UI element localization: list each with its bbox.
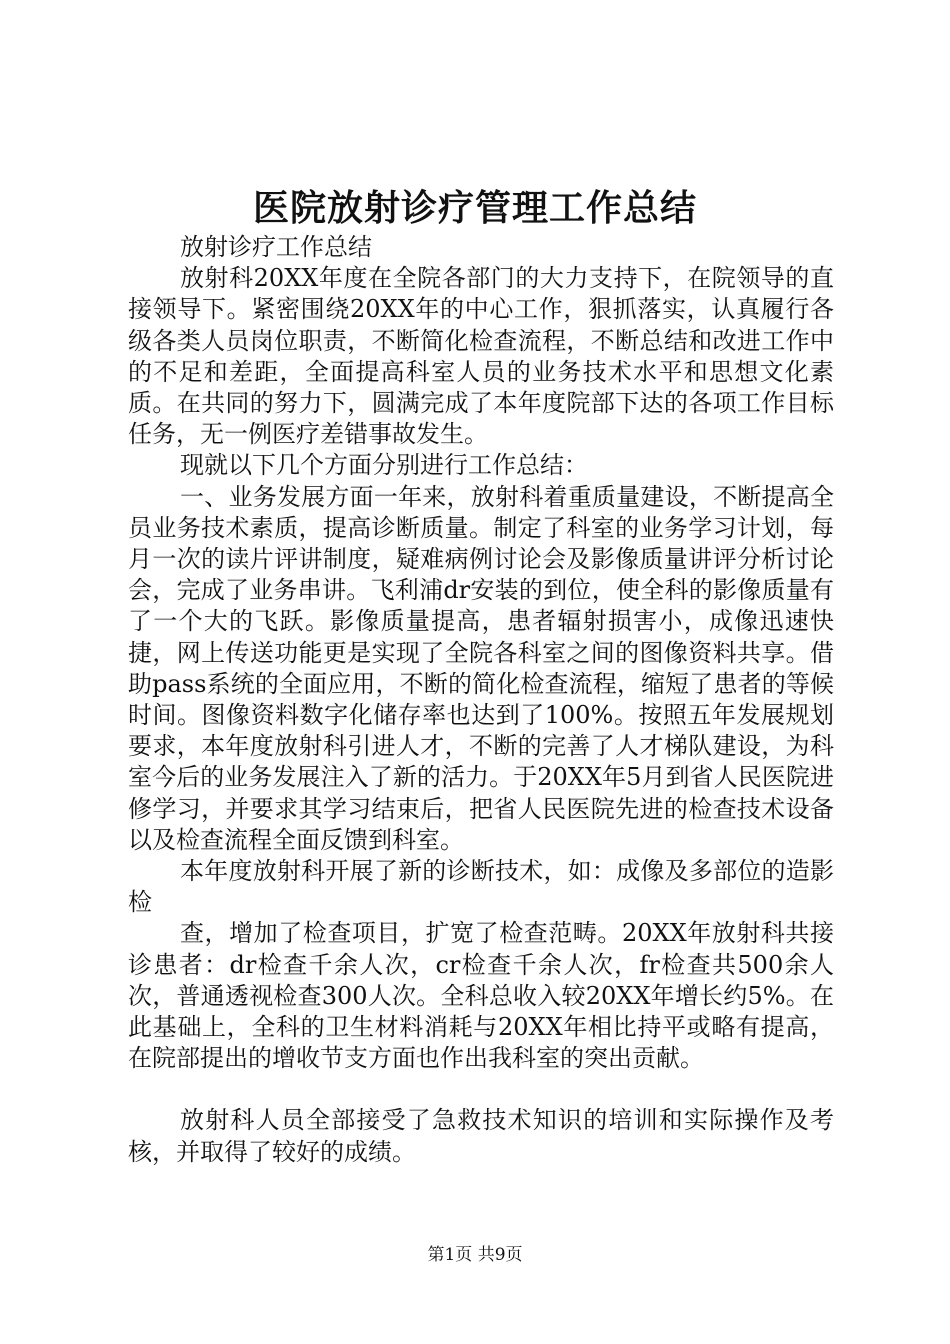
paragraph-new-techniques: 本年度放射科开展了新的诊断技术，如：成像及多部位的造影检	[128, 857, 834, 917]
paragraph-subtitle: 放射诊疗工作总结	[180, 233, 372, 261]
document-title: 医院放射诊疗管理工作总结	[252, 187, 697, 229]
page-footer: 第1页 共9页	[427, 1245, 523, 1265]
paragraph-business-development: 一、业务发展方面一年来，放射科着重质量建设，不断提高全员业务技术素质，提高诊断质量。制定了科室的业务学习计划，每月一次的读片评讲制度，疑难病例讨论会及影像质量讲评分析讨论会，完成了业务串讲。飞利浦dr安装的到位，使全科的影像质量有了一个大的飞跃。影像质量提高，患者辐射损害小，成像迅速快捷，网上传送功能更是实现了全院各科室之间的图像资料共享。借助pass系统的全面应用，不断的简化检查流程，缩短了患者的等候时间。图像资料数字化储存率也达到了100%。按照五年发展规划要求，本年度放射科引进人才，不断的完善了人才梯队建设，为科室今后的业务发展注入了新的活力。于20XX年5月到省人民医院进修学习，并要求其学习结束后，把省人民医院先进的检查技术设备以及检查流程全面反馈到科室。	[128, 482, 834, 854]
paragraph-gap	[128, 1074, 834, 1105]
paragraph-overview: 现就以下几个方面分别进行工作总结：	[180, 451, 588, 480]
paragraph-training: 放射科人员全部接受了急救技术知识的培训和实际操作及考核，并取得了较好的成绩。	[128, 1106, 834, 1166]
paragraph-statistics: 查，增加了检查项目，扩宽了检查范畴。20XX年放射科共接诊患者：dr检查千余人次，cr检查千余人次，fr检查共500余人次，普通透视检查300人次。全科总收入较20XX年增长约5%。在此基础上，全科的卫生材料消耗与20XX年相比持平或略有提高，在院部提出的增收节支方面也作出我科室的突出贡献。	[128, 919, 834, 1073]
document-body	[128, 232, 834, 1168]
paragraph-intro: 放射科20XX年度在全院各部门的大力支持下，在院领导的直接领导下。紧密围绕20XX年的中心工作，狠抓落实，认真履行各级各类人员岗位职责，不断简化检查流程，不断总结和改进工作中的不足和差距，全面提高科室人员的业务技术水平和思想文化素质。在共同的努力下，圆满完成了本年度院部下达的各项工作目标任务，无一例医疗差错事故发生。	[128, 264, 834, 449]
